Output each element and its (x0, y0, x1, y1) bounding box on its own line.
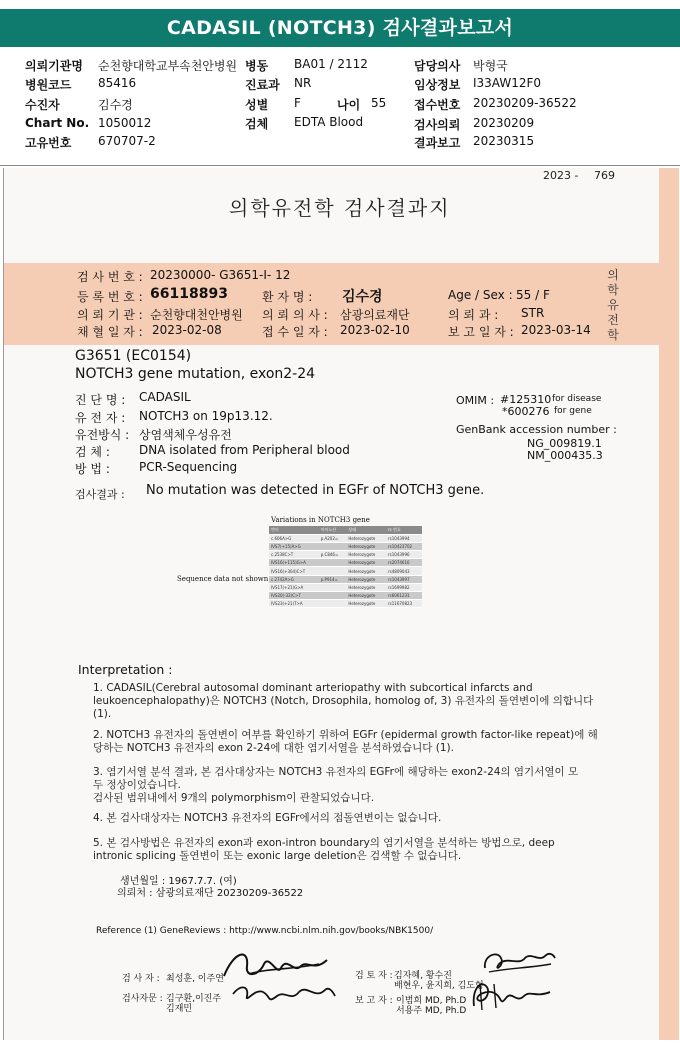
header-value-age: 55 (371, 96, 387, 110)
page-year: 2023 - (543, 169, 579, 182)
header-value-institution: 순천향대학교부속천안병원 (98, 59, 238, 73)
interp-5: 5. 본 검사방법은 유전자의 exon과 exon-intron boundary의 염기서열을 분석하는 방법으로, deep intronic splicing 돌연변이 또는 exonic large deletion은 검색할 수 없습니다. (93, 837, 555, 862)
reference: Reference (1) GeneReviews : http://www.ncbi.nlm.nih.gov/books/NBK1500/ (96, 926, 434, 936)
header-label: 담당의사 (414, 59, 461, 73)
table-cell: p.A202= (319, 534, 347, 542)
table-cell: rs6061231 (386, 592, 422, 600)
result: No mutation was detected in EGFr of NOTCH3 gene. (146, 483, 485, 498)
reviewer-2: 배현우, 윤지희, 김도형 (394, 981, 484, 991)
table-cell: 변이 (269, 526, 319, 534)
doctor-label: 의 뢰 의 사 : (262, 308, 328, 322)
table-row (269, 575, 422, 583)
genbank-2: NM_000435.3 (527, 449, 603, 462)
header-label: 고유번호 (25, 136, 72, 150)
table-cell: Heterozygote (346, 542, 386, 550)
table-cell: rs4809043 (386, 567, 422, 575)
genbank-label: GenBank accession number : (456, 423, 617, 436)
table-cell: rs11670823 (386, 600, 422, 608)
table-cell: Heterozygote (346, 534, 386, 542)
advisor-2: 김재민 (166, 1004, 193, 1014)
detail-label: 방 법 : (75, 462, 110, 476)
table-cell: Heterozygote (346, 592, 386, 600)
genbank-1: NG_009819.1 (527, 437, 602, 450)
header-label: 성별 (245, 98, 269, 112)
table-cell (319, 592, 347, 600)
reviewer-label: 검 토 자 : (355, 971, 393, 981)
detail-label: 유 전 자 : (75, 411, 126, 425)
detail-label: 검 체 : (75, 445, 110, 459)
omim-gene: *600276 (502, 405, 550, 418)
interpretation-title: Interpretation : (78, 662, 173, 677)
registration-number: 66118893 (150, 286, 228, 302)
table-row (269, 567, 422, 575)
header-label: 검체 (245, 117, 269, 131)
receipt-date-label: 접 수 일 자 : (262, 325, 328, 339)
reporter-label: 보 고 자 : (355, 996, 393, 1006)
header-value-request-date: 20230209 (473, 116, 535, 130)
omim-gene-note: for gene (554, 406, 592, 416)
header-label: 의뢰기관명 (25, 59, 83, 73)
requester: 의뢰처 : 삼광의료재단 20230209-36522 (117, 888, 304, 899)
table-cell (319, 600, 347, 608)
table-cell: rs10423702 (386, 542, 422, 550)
table-cell: p.C846= (319, 551, 347, 559)
header-value-sex: F (294, 96, 301, 110)
birth-date: 생년월일 : 1967.7.7. (여) (120, 876, 237, 887)
institution: 순천향대천안병원 (150, 308, 243, 322)
table-cell: rs1043996 (386, 551, 422, 559)
report-date: 2023-03-14 (521, 323, 591, 337)
table-cell: c.2538C>T (269, 551, 319, 559)
detail-label: 진 단 명 : (75, 393, 126, 407)
tester-label: 검 사 자 : (122, 974, 160, 984)
header-value-receipt-no: 20230209-36522 (473, 96, 577, 110)
table-row (269, 559, 422, 567)
page-number: 769 (594, 169, 615, 182)
side-strip (659, 168, 679, 1040)
header-value-specimen: EDTA Blood (294, 115, 364, 129)
header-value-doctor: 박형국 (473, 59, 508, 73)
patient-label: 환 자 명 : (262, 290, 313, 304)
specimen: DNA isolated from Peripheral blood (139, 443, 350, 457)
collection-date-label: 채 혈 일 자 : (77, 325, 143, 339)
omim-disease-note: for disease (552, 394, 602, 404)
header-value-patient: 김수경 (98, 98, 133, 112)
table-cell: Heterozygote (346, 551, 386, 559)
table-cell: Heterozygote (346, 583, 386, 591)
reviewer-signature (479, 946, 559, 976)
reporter-1: 이범희 MD, Ph.D (396, 996, 467, 1006)
table-cell: IVS23(+21)T>A (269, 600, 319, 608)
header-value-chart-no: 1050012 (98, 116, 152, 130)
table-cell: IVS20(-32)C>T (269, 592, 319, 600)
gene: NOTCH3 on 19p13.12. (139, 409, 273, 423)
test-number-label: 검 사 번 호 : (77, 270, 143, 284)
advisor-signature (229, 978, 339, 1010)
header-label: 접수번호 (414, 98, 461, 112)
table-row (269, 583, 422, 591)
header-label: 수진자 (25, 98, 60, 112)
vertical-label: 의 학 유 전 학 (607, 268, 619, 342)
table-row (269, 534, 422, 542)
table-cell: Heterozygote (346, 600, 386, 608)
advisor-1: 김구환,이진주 (166, 994, 222, 1004)
table-cell (319, 567, 347, 575)
age-sex: 55 / F (516, 288, 550, 302)
table-cell: Heterozygote (346, 559, 386, 567)
header-value-department: NR (294, 76, 312, 90)
advisor-label: 검사자문 : (122, 994, 163, 1004)
table-cell (319, 559, 347, 567)
table-cell: 아미노산 (319, 526, 347, 534)
table-cell: rs 번호 (386, 526, 422, 534)
header-value-ward: BA01 / 2112 (294, 57, 368, 71)
result-label: 검사결과 : (75, 488, 125, 501)
report-title: CADASIL (NOTCH3) 검사결과보고서 (0, 9, 680, 47)
header-value-unique-no: 670707-2 (98, 134, 156, 148)
interp-1: 1. CADASIL(Cerebral autosomal dominant arteriopathy with subcortical infarcts and leukoencephalopathy)은 NOTCH3 (Notch, Drosophila, homolog of, 3) 유전자의 돌연변이에 의합니다 (1). (93, 682, 594, 720)
document-title: 의학유전학 검사결과지 (229, 196, 451, 220)
report-date-label: 보 고 일 자 : (448, 325, 514, 339)
doctor: 삼광의료재단 (340, 308, 410, 322)
omim-disease: #125310 (500, 393, 552, 406)
table-cell: Heterozygote (346, 575, 386, 583)
reporter-signature (466, 976, 556, 1012)
scanned-report (3, 168, 679, 1040)
variants-table (269, 526, 422, 608)
header-label: 검사의뢰 (414, 118, 461, 132)
table-cell: rs1043994 (386, 534, 422, 542)
omim-label: OMIM : (456, 394, 495, 407)
collection-date: 2023-02-08 (152, 323, 222, 337)
table-row (269, 542, 422, 550)
table-row (269, 600, 422, 608)
sequence-note: Sequence data not shown (177, 575, 269, 583)
table-cell: IVS17(+21)G>A (269, 583, 319, 591)
variants-title: Variations in NOTCH3 gene (271, 516, 370, 524)
dept: STR (521, 306, 545, 320)
dept-label: 의 뢰 과 : (448, 308, 499, 322)
variants-header-row (269, 526, 422, 534)
table-cell: rs1043997 (386, 575, 422, 583)
header-divider (0, 165, 680, 166)
test-name: NOTCH3 gene mutation, exon2-24 (75, 366, 316, 382)
reviewer-1: 김자혜, 황수진 (394, 971, 452, 981)
table-cell (319, 583, 347, 591)
age-sex-label: Age / Sex : (448, 288, 513, 302)
registration-label: 등 록 번 호 : (77, 290, 143, 304)
header-label: 진료과 (245, 78, 280, 92)
table-cell: rs2074616 (386, 559, 422, 567)
table-cell: Heterozygote (346, 567, 386, 575)
table-cell: IVS7(+15)A>G (269, 542, 319, 550)
reporter-2: 서용주 MD, Ph.D (396, 1006, 467, 1016)
table-cell: c.606A>G (269, 534, 319, 542)
interp-2: 2. NOTCH3 유전자의 돌연변이 여부를 확인하기 위하여 EGFr (epidermal growth factor-like repeat)에 해 당하는 NOTCH3 유전자의 exon 2-24에 대한 염기서열을 분석하였습니다 (1). (93, 729, 598, 754)
table-cell: p.P914= (319, 575, 347, 583)
interp-3: 3. 염기서열 분석 결과, 본 검사대상자는 NOTCH3 유전자의 EGFr에 해당하는 exon2-24의 염기서열이 모 두 정상이었습니다. 검사된 범위내에서 9개의 polymorphism이 관찰되었습니다. (93, 766, 579, 804)
table-cell (319, 542, 347, 550)
header-label: 병동 (245, 59, 269, 73)
table-cell: IVS16(+115)G>A (269, 559, 319, 567)
inheritance: 상염색체우성유전 (139, 428, 232, 442)
institution-label: 의 뢰 기 관 : (77, 308, 143, 322)
table-row (269, 592, 422, 600)
table-cell: 상태 (346, 526, 386, 534)
header-value-clinical-info: I33AW12F0 (473, 76, 542, 90)
test-code: G3651 (EC0154) (75, 348, 192, 364)
tester: 최성훈, 이주연 (166, 974, 224, 984)
detail-label: 유전방식 : (75, 428, 130, 442)
test-number: 20230000- G3651-I- 12 (150, 268, 291, 282)
receipt-date: 2023-02-10 (340, 323, 410, 337)
header-label: 결과보고 (414, 136, 461, 150)
table-cell: c.2742A>G (269, 575, 319, 583)
header-label: Chart No. (25, 116, 90, 130)
header-label: 나이 (337, 98, 361, 112)
table-cell: IVS16(+304)C>T (269, 567, 319, 575)
table-cell: rs1699982 (386, 583, 422, 591)
header-label: 병원코드 (25, 78, 72, 92)
header-value-report-date: 20230315 (473, 134, 535, 148)
header-label: 임상정보 (414, 78, 461, 92)
method: PCR-Sequencing (139, 460, 238, 474)
header-row-institution (25, 57, 83, 74)
table-row (269, 551, 422, 559)
patient-name: 김수경 (342, 289, 383, 305)
interp-4: 4. 본 검사대상자는 NOTCH3 유전자의 EGFr에서의 점돌연변이는 없습니다. (93, 812, 442, 824)
diagnosis: CADASIL (139, 390, 191, 404)
header-value-hospital-code: 85416 (98, 76, 137, 90)
